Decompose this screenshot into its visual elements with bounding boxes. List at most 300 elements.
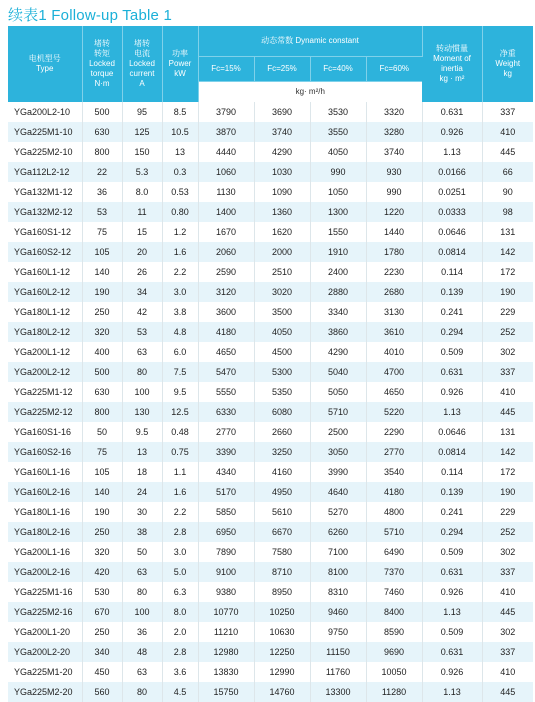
table-row <box>8 382 533 402</box>
cell-type: YGa160S1-12 <box>8 222 82 242</box>
header-dynamic-unit: kg· m²/h <box>198 82 422 103</box>
cell-weight: 98 <box>482 202 533 222</box>
cell-weight: 445 <box>482 402 533 422</box>
table-row <box>8 622 533 642</box>
cell-fc-15: 3390 <box>198 442 254 462</box>
cell-fc-60: 930 <box>366 162 422 182</box>
table-row <box>8 422 533 442</box>
cell-locked-torque: 250 <box>82 522 122 542</box>
cell-type: YGa200L2-10 <box>8 102 82 122</box>
cell-fc-15: 9380 <box>198 582 254 602</box>
cell-type: YGa200L1-16 <box>8 542 82 562</box>
cell-fc-15: 7890 <box>198 542 254 562</box>
cell-fc-25: 4500 <box>254 342 310 362</box>
cell-fc-15: 5470 <box>198 362 254 382</box>
cell-locked-torque: 800 <box>82 142 122 162</box>
cell-fc-60: 2290 <box>366 422 422 442</box>
cell-fc-25: 7580 <box>254 542 310 562</box>
table-header <box>8 26 533 102</box>
cell-fc-40: 4290 <box>310 342 366 362</box>
cell-power: 3.8 <box>162 302 198 322</box>
cell-power: 0.80 <box>162 202 198 222</box>
cell-fc-25: 1090 <box>254 182 310 202</box>
cell-fc-40: 2500 <box>310 422 366 442</box>
cell-fc-60: 7370 <box>366 562 422 582</box>
cell-moment-of-inertia: 0.509 <box>422 342 482 362</box>
cell-fc-25: 3020 <box>254 282 310 302</box>
cell-locked-current: 5.3 <box>122 162 162 182</box>
table-row <box>8 662 533 682</box>
cell-weight: 410 <box>482 122 533 142</box>
table-row <box>8 682 533 702</box>
header-fc-60: Fc=60% <box>366 57 422 82</box>
cell-power: 1.1 <box>162 462 198 482</box>
cell-fc-25: 5300 <box>254 362 310 382</box>
header-locked-torque: 堵转 转矩 Locked torque N·m <box>82 26 122 102</box>
cell-moment-of-inertia: 1.13 <box>422 602 482 622</box>
cell-fc-60: 5220 <box>366 402 422 422</box>
cell-fc-15: 1130 <box>198 182 254 202</box>
cell-weight: 410 <box>482 382 533 402</box>
cell-locked-current: 42 <box>122 302 162 322</box>
cell-power: 6.3 <box>162 582 198 602</box>
cell-power: 8.0 <box>162 602 198 622</box>
cell-moment-of-inertia: 0.139 <box>422 482 482 502</box>
cell-locked-current: 125 <box>122 122 162 142</box>
table-title: 续表1 Follow-up Table 1 <box>8 7 172 24</box>
cell-fc-60: 3320 <box>366 102 422 122</box>
cell-fc-40: 3860 <box>310 322 366 342</box>
cell-fc-25: 1620 <box>254 222 310 242</box>
cell-fc-60: 5710 <box>366 522 422 542</box>
cell-fc-60: 1220 <box>366 202 422 222</box>
cell-moment-of-inertia: 0.0333 <box>422 202 482 222</box>
cell-locked-current: 95 <box>122 102 162 122</box>
cell-locked-torque: 400 <box>82 342 122 362</box>
cell-fc-25: 1360 <box>254 202 310 222</box>
cell-fc-25: 2510 <box>254 262 310 282</box>
cell-power: 2.8 <box>162 522 198 542</box>
cell-moment-of-inertia: 0.0166 <box>422 162 482 182</box>
cell-fc-15: 6330 <box>198 402 254 422</box>
cell-fc-25: 4290 <box>254 142 310 162</box>
cell-fc-40: 8310 <box>310 582 366 602</box>
cell-weight: 302 <box>482 542 533 562</box>
cell-locked-current: 26 <box>122 262 162 282</box>
cell-fc-40: 1300 <box>310 202 366 222</box>
cell-type: YGa160S1-16 <box>8 422 82 442</box>
cell-moment-of-inertia: 0.114 <box>422 462 482 482</box>
table-row <box>8 442 533 462</box>
cell-fc-60: 6490 <box>366 542 422 562</box>
cell-locked-torque: 630 <box>82 382 122 402</box>
header-power: 功率 Power kW <box>162 26 198 102</box>
cell-fc-60: 3610 <box>366 322 422 342</box>
cell-locked-current: 38 <box>122 522 162 542</box>
cell-type: YGa132M2-12 <box>8 202 82 222</box>
cell-fc-60: 1780 <box>366 242 422 262</box>
cell-moment-of-inertia: 0.926 <box>422 662 482 682</box>
cell-weight: 337 <box>482 362 533 382</box>
header-fc-25: Fc=25% <box>254 57 310 82</box>
cell-power: 1.6 <box>162 482 198 502</box>
cell-moment-of-inertia: 0.241 <box>422 302 482 322</box>
cell-fc-25: 14760 <box>254 682 310 702</box>
cell-weight: 337 <box>482 102 533 122</box>
cell-fc-60: 4650 <box>366 382 422 402</box>
cell-weight: 229 <box>482 302 533 322</box>
cell-fc-15: 1060 <box>198 162 254 182</box>
cell-weight: 229 <box>482 502 533 522</box>
cell-locked-torque: 340 <box>82 642 122 662</box>
cell-type: YGa225M1-12 <box>8 382 82 402</box>
cell-locked-current: 8.0 <box>122 182 162 202</box>
cell-moment-of-inertia: 0.0646 <box>422 222 482 242</box>
cell-power: 2.0 <box>162 622 198 642</box>
cell-fc-60: 2230 <box>366 262 422 282</box>
cell-power: 0.48 <box>162 422 198 442</box>
cell-fc-40: 3340 <box>310 302 366 322</box>
table-row <box>8 482 533 502</box>
cell-moment-of-inertia: 0.139 <box>422 282 482 302</box>
cell-fc-40: 11150 <box>310 642 366 662</box>
cell-weight: 172 <box>482 462 533 482</box>
cell-moment-of-inertia: 0.631 <box>422 642 482 662</box>
cell-power: 12.5 <box>162 402 198 422</box>
cell-power: 5.0 <box>162 562 198 582</box>
cell-locked-current: 80 <box>122 682 162 702</box>
cell-power: 4.8 <box>162 322 198 342</box>
cell-locked-torque: 190 <box>82 282 122 302</box>
cell-locked-torque: 320 <box>82 322 122 342</box>
cell-power: 8.5 <box>162 102 198 122</box>
cell-fc-25: 3690 <box>254 102 310 122</box>
cell-fc-60: 4700 <box>366 362 422 382</box>
cell-fc-25: 10250 <box>254 602 310 622</box>
cell-fc-40: 11760 <box>310 662 366 682</box>
cell-locked-current: 20 <box>122 242 162 262</box>
cell-type: YGa225M2-10 <box>8 142 82 162</box>
cell-moment-of-inertia: 0.0646 <box>422 422 482 442</box>
follow-up-table <box>8 26 533 702</box>
cell-fc-15: 10770 <box>198 602 254 622</box>
cell-locked-torque: 190 <box>82 502 122 522</box>
cell-locked-torque: 140 <box>82 262 122 282</box>
table-row <box>8 642 533 662</box>
cell-locked-torque: 53 <box>82 202 122 222</box>
cell-fc-25: 2660 <box>254 422 310 442</box>
cell-weight: 90 <box>482 182 533 202</box>
cell-power: 3.0 <box>162 282 198 302</box>
cell-weight: 190 <box>482 482 533 502</box>
cell-type: YGa160L2-12 <box>8 282 82 302</box>
cell-type: YGa180L1-12 <box>8 302 82 322</box>
cell-type: YGa225M1-20 <box>8 662 82 682</box>
cell-weight: 131 <box>482 422 533 442</box>
cell-locked-current: 30 <box>122 502 162 522</box>
cell-type: YGa112L2-12 <box>8 162 82 182</box>
cell-fc-60: 10050 <box>366 662 422 682</box>
cell-fc-15: 2060 <box>198 242 254 262</box>
cell-fc-40: 9750 <box>310 622 366 642</box>
cell-power: 3.0 <box>162 542 198 562</box>
table-row <box>8 122 533 142</box>
cell-fc-15: 15750 <box>198 682 254 702</box>
cell-moment-of-inertia: 1.13 <box>422 142 482 162</box>
cell-fc-40: 6260 <box>310 522 366 542</box>
cell-moment-of-inertia: 0.0814 <box>422 242 482 262</box>
cell-fc-25: 12250 <box>254 642 310 662</box>
cell-fc-15: 4650 <box>198 342 254 362</box>
table-row <box>8 322 533 342</box>
cell-fc-60: 11280 <box>366 682 422 702</box>
cell-fc-15: 2770 <box>198 422 254 442</box>
cell-weight: 172 <box>482 262 533 282</box>
cell-fc-40: 5040 <box>310 362 366 382</box>
cell-locked-current: 100 <box>122 382 162 402</box>
cell-power: 2.8 <box>162 642 198 662</box>
cell-fc-15: 2590 <box>198 262 254 282</box>
cell-fc-40: 3530 <box>310 102 366 122</box>
cell-fc-40: 3550 <box>310 122 366 142</box>
table-row <box>8 402 533 422</box>
cell-fc-40: 5270 <box>310 502 366 522</box>
cell-moment-of-inertia: 1.13 <box>422 682 482 702</box>
cell-fc-40: 3990 <box>310 462 366 482</box>
cell-weight: 302 <box>482 342 533 362</box>
cell-fc-25: 6670 <box>254 522 310 542</box>
cell-fc-60: 7460 <box>366 582 422 602</box>
cell-fc-15: 13830 <box>198 662 254 682</box>
cell-fc-60: 4800 <box>366 502 422 522</box>
cell-moment-of-inertia: 0.0814 <box>422 442 482 462</box>
cell-weight: 445 <box>482 142 533 162</box>
header-dynamic-constant: 动态常数 Dynamic constant <box>198 26 422 57</box>
cell-locked-current: 50 <box>122 542 162 562</box>
cell-fc-40: 4640 <box>310 482 366 502</box>
cell-weight: 190 <box>482 282 533 302</box>
cell-fc-15: 4440 <box>198 142 254 162</box>
cell-fc-15: 5550 <box>198 382 254 402</box>
cell-type: YGa225M2-20 <box>8 682 82 702</box>
cell-fc-15: 3600 <box>198 302 254 322</box>
table-row <box>8 242 533 262</box>
cell-locked-current: 9.5 <box>122 422 162 442</box>
table-row <box>8 302 533 322</box>
cell-locked-torque: 500 <box>82 362 122 382</box>
table-row <box>8 182 533 202</box>
table-row <box>8 582 533 602</box>
cell-type: YGa200L2-16 <box>8 562 82 582</box>
cell-locked-torque: 250 <box>82 622 122 642</box>
cell-fc-60: 1440 <box>366 222 422 242</box>
cell-fc-25: 3250 <box>254 442 310 462</box>
table-row <box>8 222 533 242</box>
cell-fc-60: 2770 <box>366 442 422 462</box>
cell-type: YGa200L2-20 <box>8 642 82 662</box>
cell-moment-of-inertia: 0.294 <box>422 322 482 342</box>
cell-moment-of-inertia: 0.294 <box>422 522 482 542</box>
header-type: 电机型号 Type <box>8 26 82 102</box>
table-row <box>8 142 533 162</box>
cell-fc-40: 990 <box>310 162 366 182</box>
cell-power: 3.6 <box>162 662 198 682</box>
cell-locked-torque: 105 <box>82 462 122 482</box>
cell-type: YGa225M2-12 <box>8 402 82 422</box>
cell-type: YGa200L2-12 <box>8 362 82 382</box>
cell-moment-of-inertia: 0.241 <box>422 502 482 522</box>
cell-locked-current: 13 <box>122 442 162 462</box>
cell-fc-40: 5710 <box>310 402 366 422</box>
cell-moment-of-inertia: 0.926 <box>422 382 482 402</box>
cell-locked-torque: 50 <box>82 422 122 442</box>
cell-fc-15: 3120 <box>198 282 254 302</box>
cell-locked-current: 80 <box>122 582 162 602</box>
cell-type: YGa225M1-16 <box>8 582 82 602</box>
cell-type: YGa160S2-12 <box>8 242 82 262</box>
cell-weight: 66 <box>482 162 533 182</box>
header-fc-40: Fc=40% <box>310 57 366 82</box>
cell-type: YGa200L1-12 <box>8 342 82 362</box>
table-row <box>8 342 533 362</box>
cell-fc-15: 3870 <box>198 122 254 142</box>
cell-fc-25: 3500 <box>254 302 310 322</box>
cell-locked-current: 100 <box>122 602 162 622</box>
cell-fc-25: 1030 <box>254 162 310 182</box>
cell-fc-25: 4950 <box>254 482 310 502</box>
cell-moment-of-inertia: 0.631 <box>422 362 482 382</box>
cell-weight: 445 <box>482 682 533 702</box>
cell-type: YGa180L1-16 <box>8 502 82 522</box>
cell-fc-25: 6080 <box>254 402 310 422</box>
cell-fc-25: 8950 <box>254 582 310 602</box>
table-row <box>8 602 533 622</box>
cell-weight: 142 <box>482 242 533 262</box>
cell-moment-of-inertia: 1.13 <box>422 402 482 422</box>
cell-locked-current: 63 <box>122 662 162 682</box>
cell-weight: 410 <box>482 662 533 682</box>
cell-locked-current: 18 <box>122 462 162 482</box>
cell-type: YGa160L1-12 <box>8 262 82 282</box>
cell-power: 1.2 <box>162 222 198 242</box>
cell-fc-60: 3130 <box>366 302 422 322</box>
header-fc-15: Fc=15% <box>198 57 254 82</box>
cell-fc-40: 9460 <box>310 602 366 622</box>
cell-locked-torque: 105 <box>82 242 122 262</box>
cell-power: 7.5 <box>162 362 198 382</box>
cell-locked-torque: 630 <box>82 122 122 142</box>
cell-moment-of-inertia: 0.509 <box>422 622 482 642</box>
cell-fc-60: 8400 <box>366 602 422 622</box>
table-row <box>8 282 533 302</box>
cell-fc-40: 7100 <box>310 542 366 562</box>
table-row <box>8 102 533 122</box>
cell-type: YGa160S2-16 <box>8 442 82 462</box>
cell-weight: 252 <box>482 322 533 342</box>
cell-locked-current: 48 <box>122 642 162 662</box>
cell-fc-25: 2000 <box>254 242 310 262</box>
cell-type: YGa160L1-16 <box>8 462 82 482</box>
cell-fc-25: 5610 <box>254 502 310 522</box>
cell-locked-current: 130 <box>122 402 162 422</box>
cell-type: YGa180L2-12 <box>8 322 82 342</box>
cell-fc-40: 5050 <box>310 382 366 402</box>
cell-weight: 337 <box>482 562 533 582</box>
cell-fc-40: 1050 <box>310 182 366 202</box>
cell-fc-15: 3790 <box>198 102 254 122</box>
cell-fc-15: 9100 <box>198 562 254 582</box>
table-row <box>8 462 533 482</box>
cell-type: YGa225M2-16 <box>8 602 82 622</box>
cell-locked-torque: 250 <box>82 302 122 322</box>
cell-locked-torque: 320 <box>82 542 122 562</box>
cell-locked-torque: 450 <box>82 662 122 682</box>
cell-type: YGa225M1-10 <box>8 122 82 142</box>
cell-fc-15: 4180 <box>198 322 254 342</box>
cell-locked-torque: 670 <box>82 602 122 622</box>
cell-moment-of-inertia: 0.631 <box>422 562 482 582</box>
cell-locked-current: 63 <box>122 562 162 582</box>
cell-type: YGa180L2-16 <box>8 522 82 542</box>
cell-weight: 142 <box>482 442 533 462</box>
cell-fc-60: 2680 <box>366 282 422 302</box>
cell-power: 2.2 <box>162 502 198 522</box>
table-body <box>8 102 533 702</box>
cell-fc-40: 1550 <box>310 222 366 242</box>
table-row <box>8 162 533 182</box>
cell-fc-25: 4160 <box>254 462 310 482</box>
cell-fc-40: 2400 <box>310 262 366 282</box>
cell-locked-current: 34 <box>122 282 162 302</box>
cell-locked-torque: 75 <box>82 222 122 242</box>
cell-fc-15: 1400 <box>198 202 254 222</box>
cell-fc-40: 13300 <box>310 682 366 702</box>
cell-power: 9.5 <box>162 382 198 402</box>
cell-weight: 410 <box>482 582 533 602</box>
cell-fc-25: 4050 <box>254 322 310 342</box>
table-row <box>8 522 533 542</box>
cell-fc-25: 12990 <box>254 662 310 682</box>
cell-moment-of-inertia: 0.631 <box>422 102 482 122</box>
cell-locked-current: 15 <box>122 222 162 242</box>
cell-type: YGa132M1-12 <box>8 182 82 202</box>
cell-fc-15: 12980 <box>198 642 254 662</box>
cell-locked-current: 80 <box>122 362 162 382</box>
cell-locked-torque: 500 <box>82 102 122 122</box>
header-weight: 净重 Weight kg <box>482 26 533 102</box>
cell-fc-60: 3540 <box>366 462 422 482</box>
cell-fc-15: 5170 <box>198 482 254 502</box>
header-moment-of-inertia: 转动惯量 Moment of inertia kg · m² <box>422 26 482 102</box>
cell-type: YGa200L1-20 <box>8 622 82 642</box>
cell-fc-15: 4340 <box>198 462 254 482</box>
cell-fc-25: 8710 <box>254 562 310 582</box>
cell-power: 1.6 <box>162 242 198 262</box>
cell-moment-of-inertia: 0.926 <box>422 582 482 602</box>
cell-locked-current: 11 <box>122 202 162 222</box>
cell-locked-current: 150 <box>122 142 162 162</box>
cell-fc-15: 11210 <box>198 622 254 642</box>
cell-fc-40: 8100 <box>310 562 366 582</box>
cell-moment-of-inertia: 0.114 <box>422 262 482 282</box>
cell-locked-current: 63 <box>122 342 162 362</box>
table-row <box>8 262 533 282</box>
cell-fc-60: 8590 <box>366 622 422 642</box>
cell-power: 0.3 <box>162 162 198 182</box>
cell-fc-15: 5850 <box>198 502 254 522</box>
cell-locked-torque: 140 <box>82 482 122 502</box>
cell-fc-40: 2880 <box>310 282 366 302</box>
